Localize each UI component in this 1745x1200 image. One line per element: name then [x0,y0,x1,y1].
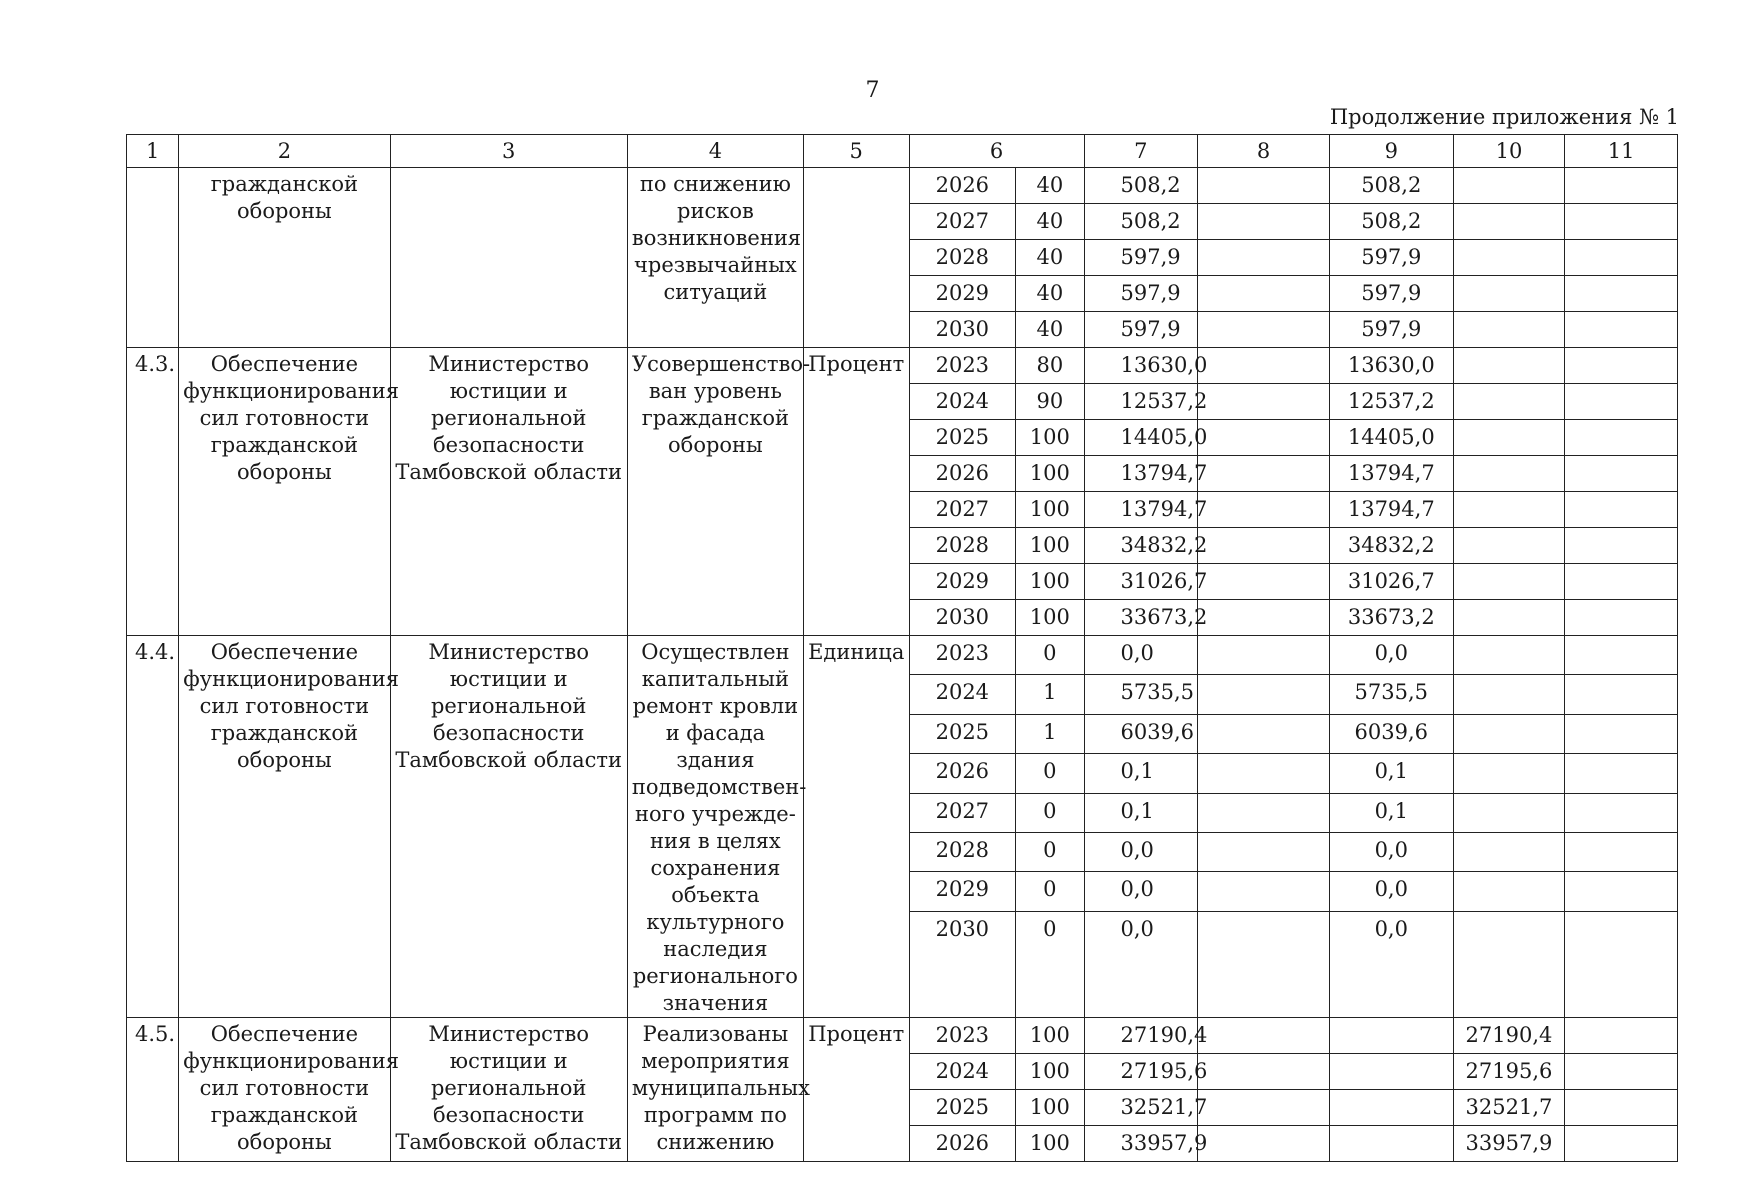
indicator-value: 0 [1016,754,1084,793]
year-cell: 2025 [909,420,1016,456]
total-amount: 13630,0 [1084,348,1198,384]
row-number [127,168,179,348]
total-amount: 0,0 [1084,872,1198,911]
column-11-value [1565,872,1678,911]
column-10-value [1453,600,1565,636]
column-10-value [1453,832,1565,871]
budget-table [126,134,1678,1162]
indicator-value: 100 [1016,1090,1084,1126]
column-8-value [1198,1054,1330,1090]
year-cell: 2027 [909,492,1016,528]
total-amount: 13794,7 [1084,492,1198,528]
column-10-value [1453,348,1565,384]
column-9-value: 597,9 [1329,312,1453,348]
column-8-value [1198,714,1330,753]
column-10-value [1453,911,1565,1017]
column-8-value [1198,348,1330,384]
column-9-value: 12537,2 [1329,384,1453,420]
column-8-value [1198,276,1330,312]
total-amount: 0,1 [1084,793,1198,832]
column-8-value [1198,1090,1330,1126]
unit-of-measure: Процент [803,1018,909,1162]
column-10-value [1453,276,1565,312]
total-amount: 6039,6 [1084,714,1198,753]
year-cell: 2028 [909,832,1016,871]
column-10-value [1453,492,1565,528]
column-10-value [1453,872,1565,911]
column-10-value [1453,675,1565,714]
column-header: 3 [390,135,627,168]
indicator-value: 80 [1016,348,1084,384]
unit-of-measure: Единица [803,636,909,1018]
column-11-value [1565,1090,1678,1126]
column-10-value [1453,456,1565,492]
indicator-value: 100 [1016,1054,1084,1090]
column-10-value [1453,636,1565,675]
table-row [127,168,1678,204]
column-9-value: 13794,7 [1329,456,1453,492]
total-amount: 27190,4 [1084,1018,1198,1054]
column-9-value: 13630,0 [1329,348,1453,384]
year-cell: 2028 [909,528,1016,564]
year-cell: 2030 [909,911,1016,1017]
column-10-value [1453,714,1565,753]
column-11-value [1565,675,1678,714]
column-11-value [1565,456,1678,492]
column-8-value [1198,528,1330,564]
total-amount: 27195,6 [1084,1054,1198,1090]
column-8-value [1198,384,1330,420]
column-11-value [1565,832,1678,871]
column-8-value [1198,204,1330,240]
indicator-value: 0 [1016,793,1084,832]
year-cell: 2027 [909,204,1016,240]
table-row [127,636,1678,675]
column-header: 8 [1198,135,1330,168]
column-11-value [1565,204,1678,240]
column-header: 9 [1329,135,1453,168]
column-9-value [1329,1054,1453,1090]
column-8-value [1198,1018,1330,1054]
total-amount: 597,9 [1084,240,1198,276]
executor-name [390,168,627,348]
column-9-value: 597,9 [1329,240,1453,276]
column-9-value: 508,2 [1329,204,1453,240]
table-body [127,135,1678,1162]
column-8-value [1198,754,1330,793]
unit-of-measure: Процент [803,348,909,636]
column-10-value [1453,754,1565,793]
indicator-value: 0 [1016,911,1084,1017]
total-amount: 32521,7 [1084,1090,1198,1126]
total-amount: 12537,2 [1084,384,1198,420]
indicator-value: 100 [1016,1018,1084,1054]
column-header: 7 [1084,135,1198,168]
total-amount: 508,2 [1084,168,1198,204]
column-11-value [1565,911,1678,1017]
result-description: по снижению рисков возникновения чрезвычайных ситуаций [627,168,803,348]
indicator-value: 100 [1016,492,1084,528]
column-10-value [1453,240,1565,276]
total-amount: 31026,7 [1084,564,1198,600]
indicator-value: 40 [1016,276,1084,312]
column-11-value [1565,276,1678,312]
indicator-value: 0 [1016,636,1084,675]
year-cell: 2029 [909,276,1016,312]
total-amount: 597,9 [1084,312,1198,348]
column-9-value [1329,1090,1453,1126]
column-8-value [1198,312,1330,348]
indicator-value: 40 [1016,240,1084,276]
column-11-value [1565,384,1678,420]
column-11-value [1565,1126,1678,1162]
column-8-value [1198,564,1330,600]
executor-name: Министерство юстиции и региональной безопасности Тамбовской области [390,348,627,636]
table-row [127,1018,1678,1054]
column-11-value [1565,240,1678,276]
year-cell: 2030 [909,600,1016,636]
year-cell: 2030 [909,312,1016,348]
indicator-value: 100 [1016,456,1084,492]
indicator-value: 90 [1016,384,1084,420]
indicator-value: 0 [1016,872,1084,911]
column-8-value [1198,420,1330,456]
column-8-value [1198,1126,1330,1162]
column-header: 4 [627,135,803,168]
year-cell: 2025 [909,1090,1016,1126]
event-name: гражданской обороны [179,168,390,348]
column-9-value: 508,2 [1329,168,1453,204]
column-10-value: 27195,6 [1453,1054,1565,1090]
year-cell: 2029 [909,872,1016,911]
column-9-value: 597,9 [1329,276,1453,312]
result-description: Осуществлен капитальный ремонт кровли и фасада здания подведомствен-ного учрежде-ния в целях сохранения объекта культурного наследия регионального значения [627,636,803,1018]
table-row [127,348,1678,384]
column-11-value [1565,312,1678,348]
column-10-value [1453,420,1565,456]
column-11-value [1565,168,1678,204]
column-10-value [1453,168,1565,204]
column-8-value [1198,168,1330,204]
column-header: 2 [179,135,390,168]
column-9-value: 14405,0 [1329,420,1453,456]
total-amount: 33957,9 [1084,1126,1198,1162]
column-11-value [1565,348,1678,384]
total-amount: 0,0 [1084,832,1198,871]
year-cell: 2025 [909,714,1016,753]
column-9-value: 33673,2 [1329,600,1453,636]
year-cell: 2027 [909,793,1016,832]
year-cell: 2024 [909,1054,1016,1090]
total-amount: 0,0 [1084,636,1198,675]
event-name: Обеспечение функционирования сил готовности гражданской обороны [179,1018,390,1162]
indicator-value: 100 [1016,420,1084,456]
column-header: 1 [127,135,179,168]
year-cell: 2026 [909,168,1016,204]
column-11-value [1565,636,1678,675]
event-name: Обеспечение функционирования сил готовности гражданской обороны [179,348,390,636]
event-name: Обеспечение функционирования сил готовности гражданской обороны [179,636,390,1018]
column-8-value [1198,600,1330,636]
column-10-value [1453,204,1565,240]
column-9-value: 0,0 [1329,832,1453,871]
column-8-value [1198,675,1330,714]
column-9-value: 0,0 [1329,911,1453,1017]
indicator-value: 100 [1016,1126,1084,1162]
year-cell: 2023 [909,1018,1016,1054]
column-11-value [1565,714,1678,753]
row-number: 4.5. [127,1018,179,1162]
column-10-value [1453,312,1565,348]
column-11-value [1565,793,1678,832]
total-amount: 13794,7 [1084,456,1198,492]
column-9-value: 0,1 [1329,793,1453,832]
column-8-value [1198,636,1330,675]
column-8-value [1198,911,1330,1017]
column-10-value [1453,384,1565,420]
column-8-value [1198,456,1330,492]
column-10-value: 33957,9 [1453,1126,1565,1162]
total-amount: 14405,0 [1084,420,1198,456]
result-description: Усовершенство-ван уровень гражданской обороны [627,348,803,636]
column-9-value: 0,1 [1329,754,1453,793]
column-11-value [1565,564,1678,600]
column-8-value [1198,793,1330,832]
column-8-value [1198,832,1330,871]
total-amount: 34832,2 [1084,528,1198,564]
year-cell: 2028 [909,240,1016,276]
indicator-value: 100 [1016,600,1084,636]
column-10-value [1453,528,1565,564]
indicator-value: 0 [1016,832,1084,871]
indicator-value: 100 [1016,528,1084,564]
column-9-value: 5735,5 [1329,675,1453,714]
column-11-value [1565,492,1678,528]
total-amount: 597,9 [1084,276,1198,312]
column-9-value: 0,0 [1329,872,1453,911]
row-number: 4.4. [127,636,179,1018]
column-11-value [1565,754,1678,793]
column-9-value: 31026,7 [1329,564,1453,600]
total-amount: 33673,2 [1084,600,1198,636]
column-9-value: 34832,2 [1329,528,1453,564]
column-11-value [1565,1054,1678,1090]
year-cell: 2029 [909,564,1016,600]
column-9-value: 13794,7 [1329,492,1453,528]
column-9-value [1329,1126,1453,1162]
year-cell: 2023 [909,348,1016,384]
year-cell: 2026 [909,754,1016,793]
column-header: 6 [909,135,1084,168]
total-amount: 5735,5 [1084,675,1198,714]
column-header: 11 [1565,135,1678,168]
column-11-value [1565,1018,1678,1054]
indicator-value: 40 [1016,168,1084,204]
column-8-value [1198,492,1330,528]
column-10-value: 32521,7 [1453,1090,1565,1126]
indicator-value: 100 [1016,564,1084,600]
column-8-value [1198,240,1330,276]
header-row [127,135,1678,168]
column-11-value [1565,600,1678,636]
column-10-value: 27190,4 [1453,1018,1565,1054]
unit-of-measure [803,168,909,348]
indicator-value: 40 [1016,204,1084,240]
total-amount: 0,1 [1084,754,1198,793]
year-cell: 2026 [909,456,1016,492]
year-cell: 2026 [909,1126,1016,1162]
indicator-value: 1 [1016,675,1084,714]
total-amount: 508,2 [1084,204,1198,240]
column-9-value [1329,1018,1453,1054]
column-header: 10 [1453,135,1565,168]
column-9-value: 0,0 [1329,636,1453,675]
executor-name: Министерство юстиции и региональной безопасности Тамбовской области [390,1018,627,1162]
column-11-value [1565,420,1678,456]
executor-name: Министерство юстиции и региональной безопасности Тамбовской области [390,636,627,1018]
total-amount: 0,0 [1084,911,1198,1017]
row-number: 4.3. [127,348,179,636]
column-9-value: 6039,6 [1329,714,1453,753]
result-description: Реализованы мероприятия муниципальных программ по снижению [627,1018,803,1162]
indicator-value: 40 [1016,312,1084,348]
year-cell: 2024 [909,384,1016,420]
page-number: 7 [865,78,880,103]
column-11-value [1565,528,1678,564]
year-cell: 2023 [909,636,1016,675]
column-10-value [1453,564,1565,600]
column-10-value [1453,793,1565,832]
continuation-caption: Продолжение приложения № 1 [1329,105,1679,129]
indicator-value: 1 [1016,714,1084,753]
column-header: 5 [803,135,909,168]
year-cell: 2024 [909,675,1016,714]
column-8-value [1198,872,1330,911]
